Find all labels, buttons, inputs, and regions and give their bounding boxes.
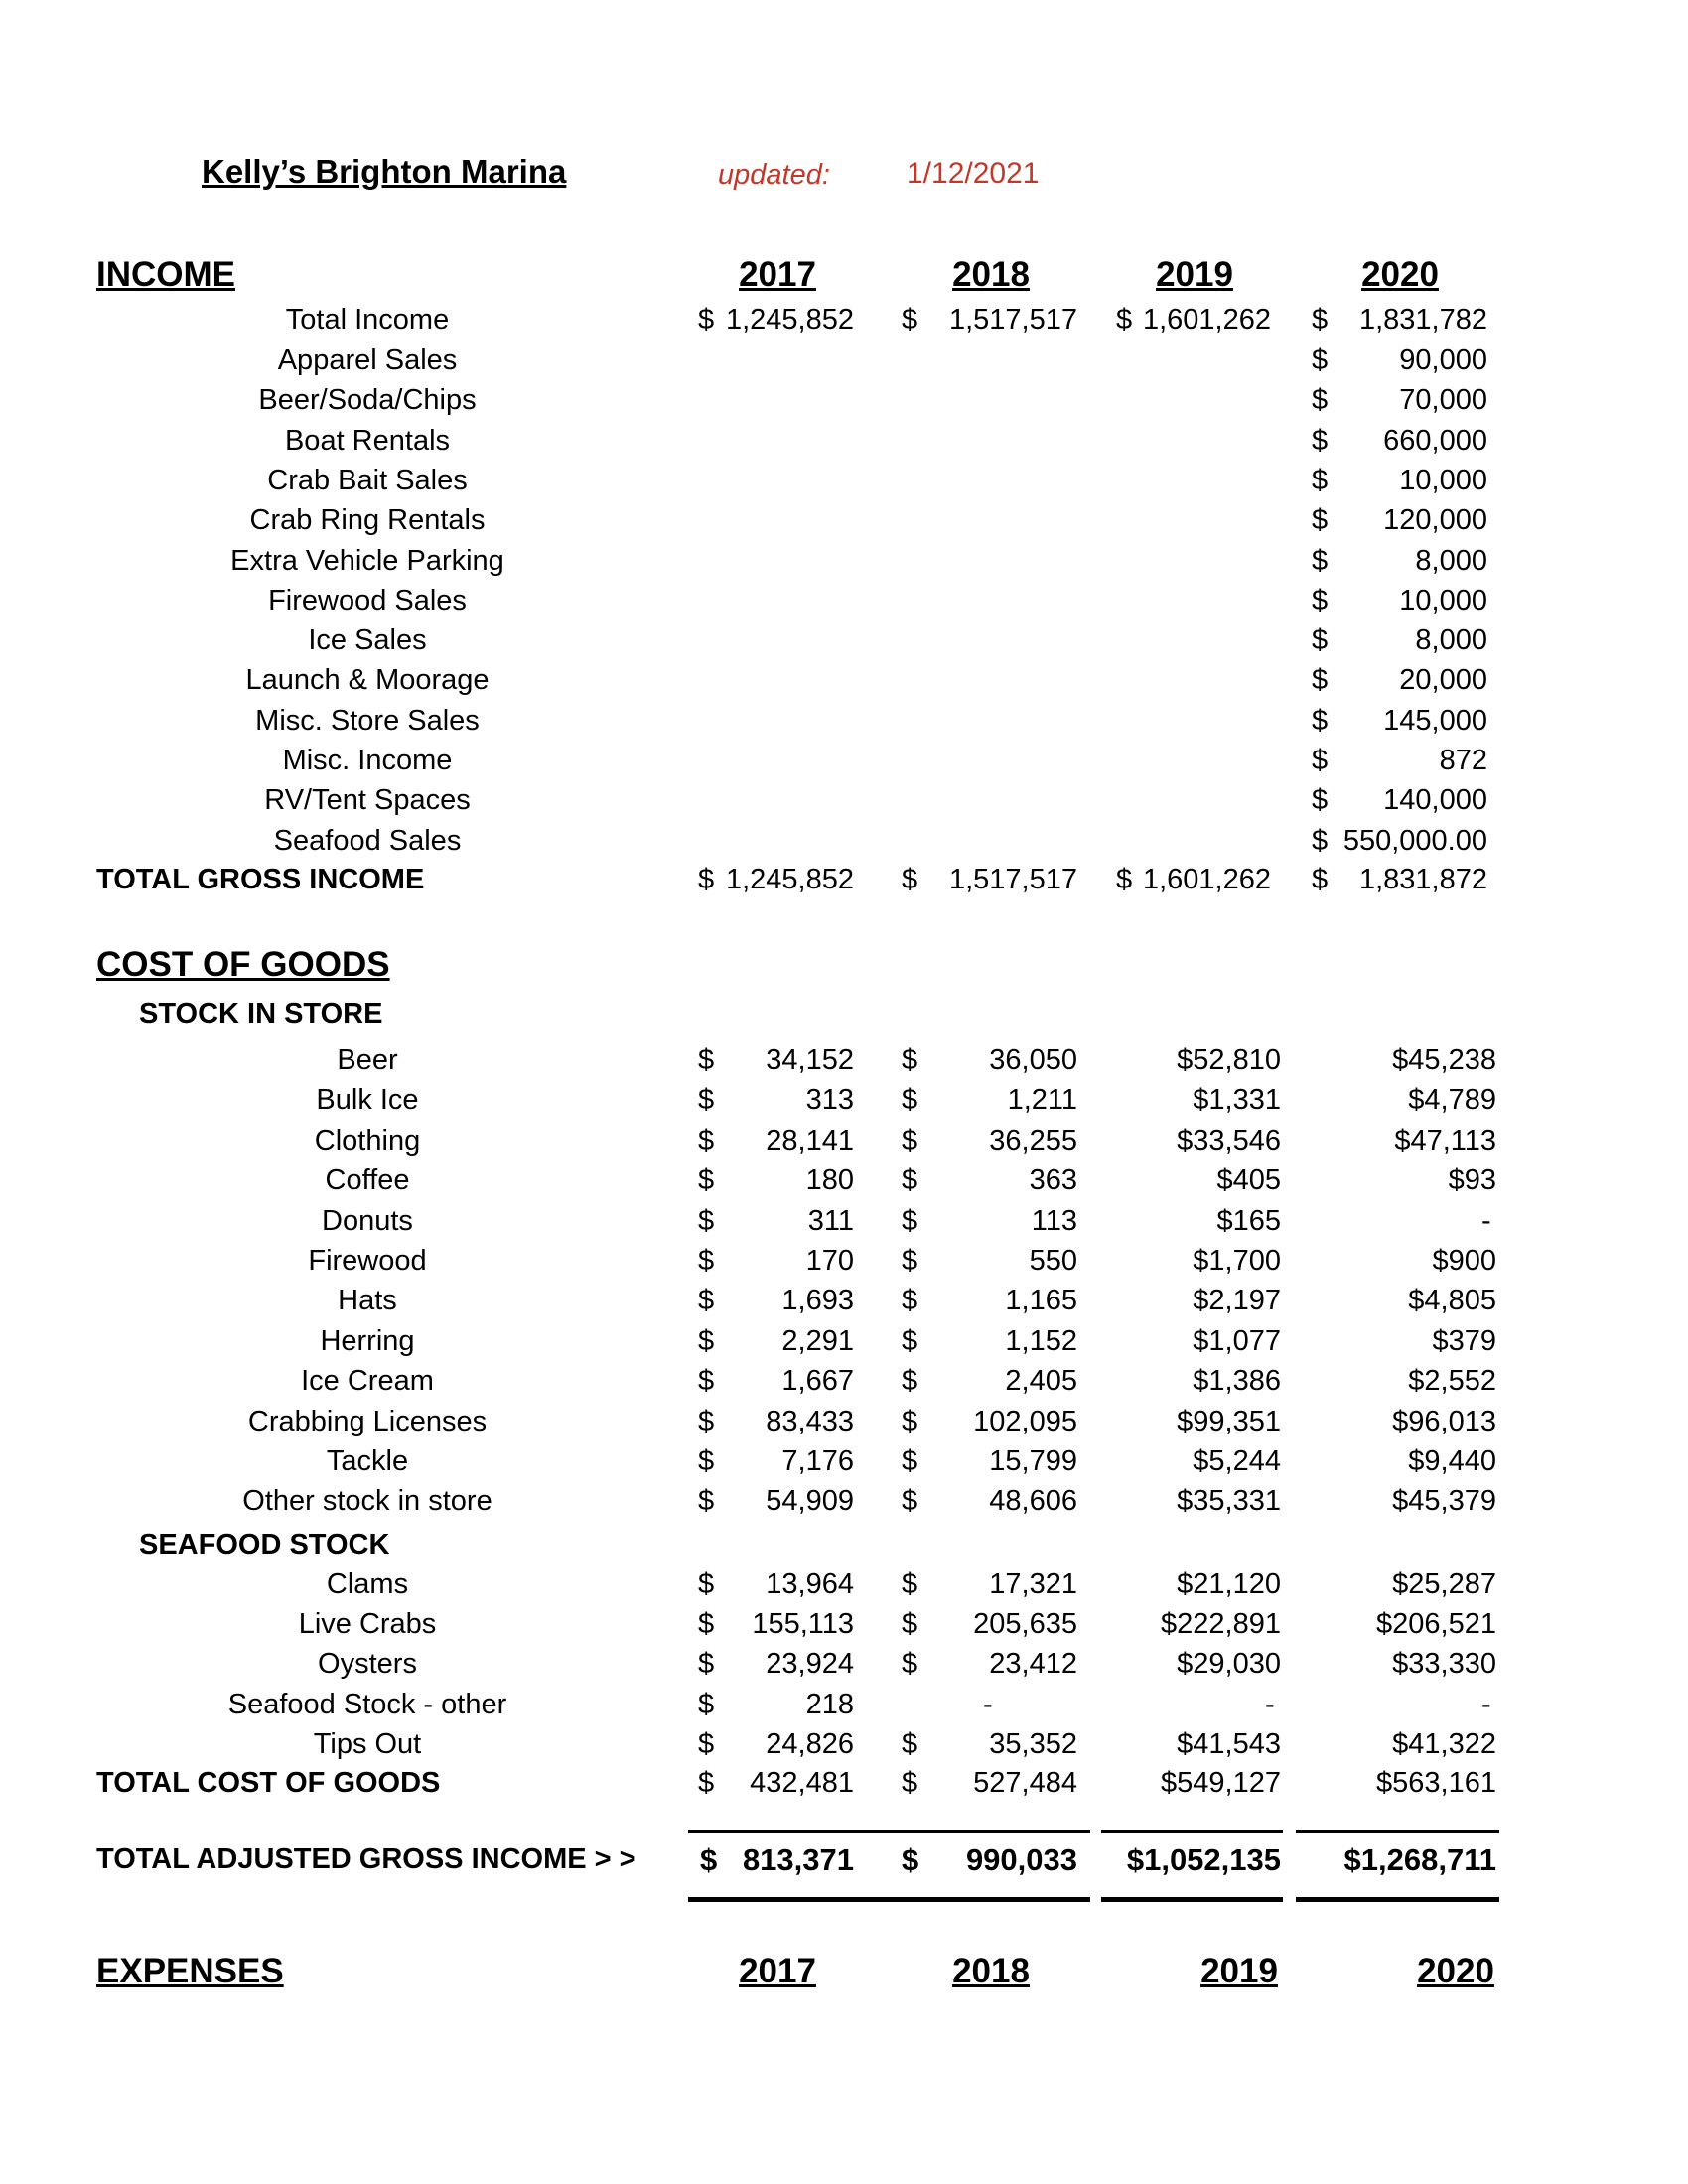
cogs-item-label: Tackle <box>326 1445 409 1477</box>
adjusted-2017: 813,371 <box>742 1843 854 1877</box>
cogs-item-2018: 35,352 <box>989 1728 1077 1760</box>
cogs-item-label: Oysters <box>318 1648 417 1680</box>
income-item-label: Firewood Sales <box>268 585 467 616</box>
dollar-sign: $ <box>1312 664 1329 696</box>
cogs-item-2020: - <box>1481 1205 1491 1237</box>
dollar-sign: $ <box>1116 864 1133 895</box>
dollar-sign: $ <box>698 1648 715 1680</box>
dollar-sign: $ <box>902 1125 918 1157</box>
adjusted-2019: $1,052,135 <box>1126 1843 1281 1877</box>
income-item-2020: 872 <box>1439 745 1487 776</box>
cogs-item-2018: 113 <box>1031 1205 1077 1237</box>
income-item-label: Extra Vehicle Parking <box>230 545 504 577</box>
dollar-sign: $ <box>902 1843 919 1877</box>
income-item-2020: 660,000 <box>1383 425 1487 457</box>
cogs-item-label: Coffee <box>325 1164 410 1196</box>
expenses-year-2017: 2017 <box>739 1952 816 1990</box>
total-gross-2018: 1,517,517 <box>948 864 1077 895</box>
dollar-sign: $ <box>902 1285 918 1316</box>
income-item-label: Boat Rentals <box>284 425 451 457</box>
total-cogs-2020: $563,161 <box>1376 1767 1496 1799</box>
income-item-2020: 145,000 <box>1383 705 1487 737</box>
divider <box>688 1897 1090 1902</box>
cogs-item-2017: 155,113 <box>752 1608 854 1640</box>
cogs-item-2020: $33,330 <box>1392 1648 1496 1680</box>
dollar-sign: $ <box>902 864 918 895</box>
cogs-item-2018: 1,165 <box>1005 1285 1077 1316</box>
cogs-item-2018: 36,255 <box>989 1125 1077 1157</box>
dollar-sign: $ <box>902 1245 918 1277</box>
dollar-sign: $ <box>698 1325 715 1357</box>
income-item-label: Misc. Income <box>282 745 453 776</box>
income-item-2020: 120,000 <box>1383 504 1487 536</box>
cogs-item-label: Ice Cream <box>301 1365 434 1397</box>
adjusted-gross-income-label: TOTAL ADJUSTED GROSS INCOME > > <box>96 1843 636 1875</box>
cogs-item-2017: 54,909 <box>766 1485 854 1517</box>
divider <box>1296 1897 1499 1902</box>
cogs-item-2020: - <box>1481 1689 1491 1720</box>
cogs-item-label: Herring <box>320 1325 415 1357</box>
cogs-item-2018: 15,799 <box>989 1445 1077 1477</box>
cogs-item-label: Donuts <box>322 1205 413 1237</box>
total-cogs-label: TOTAL COST OF GOODS <box>96 1767 441 1799</box>
cogs-item-label: Other stock in store <box>242 1485 492 1517</box>
cogs-item-label: Live Crabs <box>298 1608 437 1640</box>
dollar-sign: $ <box>902 1044 918 1076</box>
dollar-sign: $ <box>698 864 715 895</box>
dollar-sign: $ <box>1312 384 1329 416</box>
cogs-item-2020: $9,440 <box>1408 1445 1496 1477</box>
income-item-label: Crab Ring Rentals <box>249 504 486 536</box>
dollar-sign: $ <box>1312 585 1329 616</box>
dollar-sign: $ <box>902 1445 918 1477</box>
dollar-sign: $ <box>1312 864 1329 895</box>
expenses-heading: EXPENSES <box>96 1952 284 1990</box>
dollar-sign: $ <box>1312 504 1329 536</box>
cogs-item-2019: $1,077 <box>1193 1325 1281 1357</box>
dollar-sign: $ <box>698 1245 715 1277</box>
cogs-item-2019: $99,351 <box>1177 1406 1281 1437</box>
dollar-sign: $ <box>698 1406 715 1437</box>
total-income-2020: 1,831,782 <box>1358 304 1487 336</box>
income-item-2020: 10,000 <box>1399 465 1487 496</box>
cogs-item-2017: 83,433 <box>766 1406 854 1437</box>
cogs-item-2020: $45,238 <box>1392 1044 1496 1076</box>
cogs-item-2020: $4,789 <box>1408 1084 1496 1116</box>
cogs-item-2017: 313 <box>805 1084 854 1116</box>
dollar-sign: $ <box>902 1084 918 1116</box>
cogs-item-2019: $1,386 <box>1193 1365 1281 1397</box>
total-income-2017: 1,245,852 <box>725 304 854 336</box>
cogs-item-2018: 17,321 <box>989 1569 1077 1600</box>
company-title: Kelly’s Brighton Marina <box>202 153 567 190</box>
dollar-sign: $ <box>902 1608 918 1640</box>
cogs-item-label: Firewood <box>308 1245 427 1277</box>
expenses-year-2018: 2018 <box>952 1952 1030 1990</box>
dollar-sign: $ <box>1312 425 1329 457</box>
income-item-2020: 90,000 <box>1399 344 1487 376</box>
cogs-item-2017: 180 <box>805 1164 854 1196</box>
cogs-item-2019: $2,197 <box>1193 1285 1281 1316</box>
cogs-item-2019: $35,331 <box>1177 1485 1281 1517</box>
cogs-item-2017: 34,152 <box>766 1044 854 1076</box>
divider <box>688 1830 1090 1833</box>
total-income-2018: 1,517,517 <box>948 304 1077 336</box>
cogs-item-label: Bulk Ice <box>316 1084 419 1116</box>
cogs-item-2019: $405 <box>1216 1164 1281 1196</box>
income-item-label: Seafood Sales <box>273 825 462 857</box>
dollar-sign: $ <box>1312 545 1329 577</box>
dollar-sign: $ <box>902 1164 918 1196</box>
cogs-item-2019: $165 <box>1216 1205 1281 1237</box>
stock-in-store-heading: STOCK IN STORE <box>139 998 383 1029</box>
income-item-label: Apparel Sales <box>277 344 458 376</box>
cogs-item-2019: $1,700 <box>1193 1245 1281 1277</box>
cogs-item-2019: $5,244 <box>1193 1445 1281 1477</box>
income-item-2020: 140,000 <box>1383 784 1487 816</box>
cogs-item-2020: $41,322 <box>1392 1728 1496 1760</box>
income-heading: INCOME <box>96 255 235 294</box>
cogs-item-label: Seafood Stock - other <box>227 1689 507 1720</box>
dollar-sign: $ <box>902 1406 918 1437</box>
dollar-sign: $ <box>1312 825 1329 857</box>
cogs-item-2018: 363 <box>1029 1164 1077 1196</box>
cogs-item-2019: $33,546 <box>1177 1125 1281 1157</box>
cogs-item-2017: 13,964 <box>766 1569 854 1600</box>
cogs-item-2017: 1,667 <box>781 1365 854 1397</box>
income-item-label: RV/Tent Spaces <box>264 784 471 816</box>
cogs-item-2018: 2,405 <box>1005 1365 1077 1397</box>
cogs-item-2019: $222,891 <box>1161 1608 1281 1640</box>
dollar-sign: $ <box>1312 705 1329 737</box>
year-2019: 2019 <box>1156 255 1233 294</box>
cogs-item-label: Hats <box>338 1285 397 1316</box>
adjusted-2018: 990,033 <box>965 1843 1077 1877</box>
total-cogs-2019: $549,127 <box>1161 1767 1281 1799</box>
income-item-label: Ice Sales <box>308 624 427 656</box>
dollar-sign: $ <box>698 304 715 336</box>
cogs-item-2019: $41,543 <box>1177 1728 1281 1760</box>
cogs-item-2017: 24,826 <box>766 1728 854 1760</box>
expenses-year-2020: 2020 <box>1417 1952 1494 1990</box>
cogs-item-2020: $206,521 <box>1376 1608 1496 1640</box>
cogs-item-label: Crabbing Licenses <box>247 1406 488 1437</box>
dollar-sign: $ <box>1312 745 1329 776</box>
dollar-sign: $ <box>902 1569 918 1600</box>
income-item-label: Misc. Store Sales <box>255 705 480 737</box>
total-income-2019: 1,601,262 <box>1142 304 1271 336</box>
dollar-sign: $ <box>902 1325 918 1357</box>
dollar-sign: $ <box>902 1767 918 1799</box>
total-cogs-2018: 527,484 <box>973 1767 1077 1799</box>
cogs-item-label: Tips Out <box>313 1728 422 1760</box>
dollar-sign: $ <box>698 1164 715 1196</box>
cogs-item-2019: $1,331 <box>1193 1084 1281 1116</box>
updated-date: 1/12/2021 <box>907 157 1040 190</box>
income-item-2020: 550,000.00 <box>1342 825 1487 857</box>
cogs-item-2017: 23,924 <box>766 1648 854 1680</box>
dollar-sign: $ <box>1312 344 1329 376</box>
seafood-stock-heading: SEAFOOD STOCK <box>139 1529 390 1561</box>
total-income-label: Total Income <box>285 304 450 336</box>
total-gross-2017: 1,245,852 <box>725 864 854 895</box>
divider <box>1101 1830 1283 1833</box>
cogs-item-2017: 218 <box>805 1689 854 1720</box>
cogs-item-2019: $29,030 <box>1177 1648 1281 1680</box>
year-2017: 2017 <box>739 255 816 294</box>
dollar-sign: $ <box>698 1608 715 1640</box>
total-gross-income-label: TOTAL GROSS INCOME <box>96 864 425 895</box>
cogs-item-2019: $52,810 <box>1177 1044 1281 1076</box>
year-2018: 2018 <box>952 255 1030 294</box>
income-item-2020: 8,000 <box>1415 624 1487 656</box>
income-item-2020: 20,000 <box>1399 664 1487 696</box>
cogs-item-2020: $4,805 <box>1408 1285 1496 1316</box>
dollar-sign: $ <box>902 1648 918 1680</box>
dollar-sign: $ <box>902 1365 918 1397</box>
cogs-item-2017: 2,291 <box>781 1325 854 1357</box>
cogs-item-2020: $93 <box>1448 1164 1496 1196</box>
divider <box>1101 1897 1283 1902</box>
dollar-sign: $ <box>1312 784 1329 816</box>
adjusted-2020: $1,268,711 <box>1343 1843 1496 1877</box>
cogs-item-2017: 1,693 <box>781 1285 854 1316</box>
cogs-item-2018: 1,152 <box>1005 1325 1077 1357</box>
cogs-item-2020: $45,379 <box>1392 1485 1496 1517</box>
cogs-item-2018: - <box>983 1689 993 1720</box>
dollar-sign: $ <box>698 1044 715 1076</box>
cogs-item-label: Clothing <box>314 1125 421 1157</box>
cogs-item-2020: $2,552 <box>1408 1365 1496 1397</box>
dollar-sign: $ <box>698 1084 715 1116</box>
dollar-sign: $ <box>902 1205 918 1237</box>
cogs-item-2017: 7,176 <box>781 1445 854 1477</box>
total-cogs-2017: 432,481 <box>750 1767 854 1799</box>
income-item-label: Beer/Soda/Chips <box>258 384 477 416</box>
cogs-item-2018: 36,050 <box>989 1044 1077 1076</box>
dollar-sign: $ <box>1312 624 1329 656</box>
total-gross-2020: 1,831,872 <box>1358 864 1487 895</box>
cogs-item-2019: $21,120 <box>1177 1569 1281 1600</box>
cogs-item-2020: $96,013 <box>1392 1406 1496 1437</box>
dollar-sign: $ <box>902 1485 918 1517</box>
dollar-sign: $ <box>698 1445 715 1477</box>
dollar-sign: $ <box>1312 304 1329 336</box>
total-gross-2019: 1,601,262 <box>1142 864 1271 895</box>
dollar-sign: $ <box>1312 465 1329 496</box>
cogs-item-2020: $47,113 <box>1394 1125 1496 1157</box>
dollar-sign: $ <box>698 1205 715 1237</box>
cogs-item-2020: $379 <box>1432 1325 1496 1357</box>
cogs-item-2019: - <box>1265 1689 1275 1720</box>
dollar-sign: $ <box>698 1728 715 1760</box>
income-item-label: Launch & Moorage <box>245 664 490 696</box>
divider <box>1296 1830 1499 1833</box>
cogs-heading: COST OF GOODS <box>96 945 390 984</box>
dollar-sign: $ <box>700 1843 718 1877</box>
updated-label: updated: <box>718 159 830 191</box>
income-item-label: Crab Bait Sales <box>267 465 468 496</box>
cogs-item-2017: 311 <box>807 1205 854 1237</box>
cogs-item-2018: 1,211 <box>1007 1084 1077 1116</box>
income-item-2020: 8,000 <box>1415 545 1487 577</box>
cogs-item-2017: 28,141 <box>766 1125 854 1157</box>
cogs-item-label: Clams <box>326 1569 409 1600</box>
cogs-item-2018: 23,412 <box>989 1648 1077 1680</box>
expenses-year-2019: 2019 <box>1200 1952 1278 1990</box>
dollar-sign: $ <box>698 1365 715 1397</box>
dollar-sign: $ <box>698 1767 715 1799</box>
cogs-item-2017: 170 <box>805 1245 854 1277</box>
cogs-item-2018: 102,095 <box>973 1406 1077 1437</box>
dollar-sign: $ <box>902 304 918 336</box>
dollar-sign: $ <box>1116 304 1133 336</box>
dollar-sign: $ <box>902 1728 918 1760</box>
cogs-item-2020: $25,287 <box>1392 1569 1496 1600</box>
cogs-item-2018: 550 <box>1029 1245 1077 1277</box>
cogs-item-label: Beer <box>337 1044 398 1076</box>
dollar-sign: $ <box>698 1285 715 1316</box>
cogs-item-2020: $900 <box>1432 1245 1496 1277</box>
dollar-sign: $ <box>698 1485 715 1517</box>
dollar-sign: $ <box>698 1569 715 1600</box>
income-item-2020: 70,000 <box>1399 384 1487 416</box>
cogs-item-2018: 205,635 <box>973 1608 1077 1640</box>
dollar-sign: $ <box>698 1689 715 1720</box>
income-item-2020: 10,000 <box>1399 585 1487 616</box>
year-2020: 2020 <box>1361 255 1439 294</box>
dollar-sign: $ <box>698 1125 715 1157</box>
cogs-item-2018: 48,606 <box>989 1485 1077 1517</box>
